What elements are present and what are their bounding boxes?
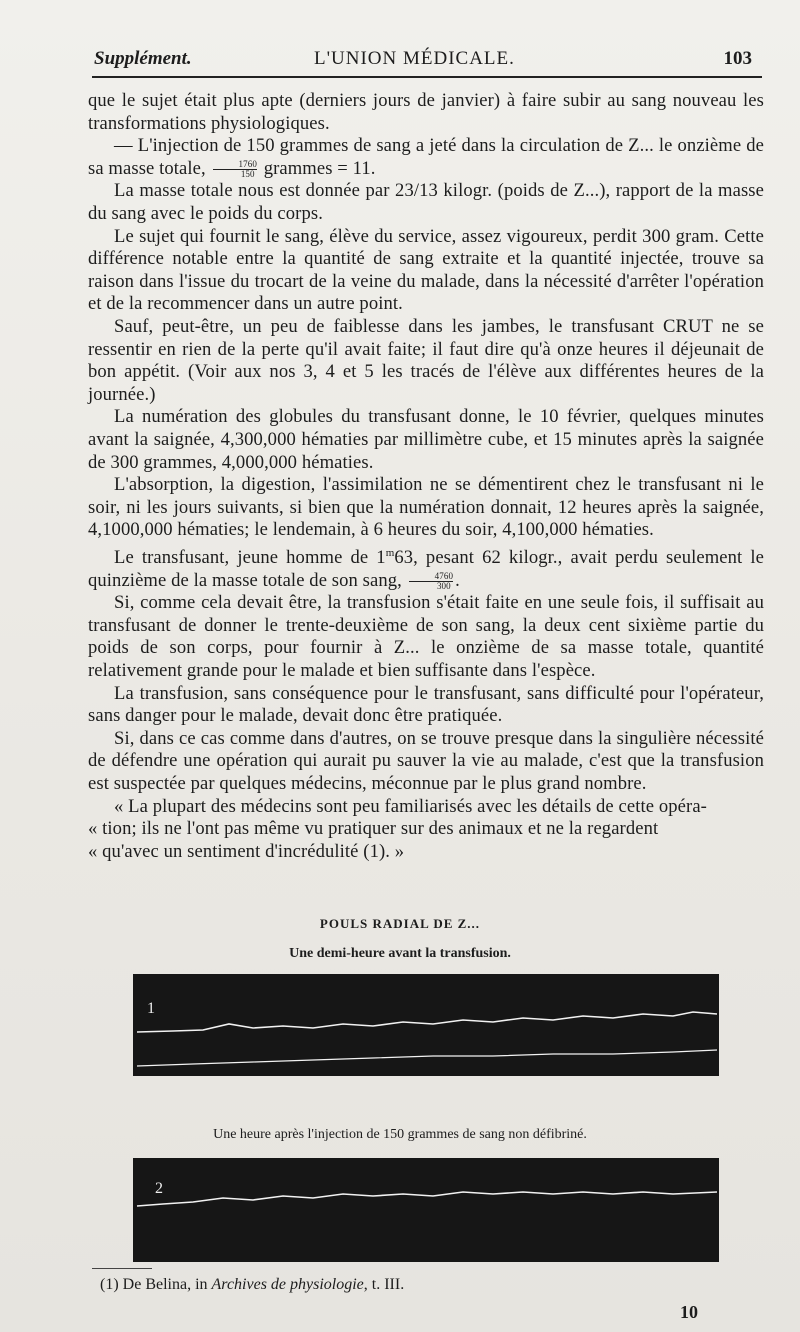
numero-abbrev: nos bbox=[269, 361, 296, 383]
paragraph-8: Le transfusant, jeune homme de 1$^m$63, pesant 62 kilogr., avait perdu seulement le quinzième de la masse totale de son sang, $\frac{4760}{300}$ . bbox=[88, 546, 764, 591]
paragraph-3: La masse totale nous est donnée par 23/13 kilogr. (poids de Z...), rapport de la masse du sang avec le poids du corps. bbox=[88, 180, 764, 224]
paragraph-11: Si, dans ce cas comme dans d'autres, on se trouve presque dans la singulière nécessité de défendre une opération qui aurait pu sauver la vie au malade, c'est que la transfusion est suspectée par quelques médecins, méconnue par le plus grand nombre. bbox=[88, 727, 764, 794]
paragraph-7: L'absorption, la digestion, l'assimilation ne se démentirent chez le transfusant ni le soir, ni les jours suivants, si bien que la numération donnait, 12 heures après la saignée, 4,1000,000 hématies; le lendemain, à 6 heures du soir, 4,100,000 hématies. bbox=[88, 474, 764, 541]
meter-superscript: m bbox=[385, 546, 395, 559]
pulse-line-1 bbox=[137, 1012, 717, 1032]
footnote-rule bbox=[92, 1268, 152, 1269]
paragraph-10: La transfusion, sans conséquence pour le transfusant, sans difficulté pour l'opérateur, sans danger pour le malade, devait donc être pratiquée. bbox=[88, 682, 764, 727]
quote-line-3: « qu'avec un sentiment d'incrédulité (1). » bbox=[88, 840, 405, 862]
signature-mark: 10 bbox=[680, 1302, 698, 1322]
paragraph-4: Le sujet qui fournit le sang, élève du service, assez vigoureux, perdit 300 gram. Cette différence notable entre la quantité de sang extraite et la quantité injectée, trouve sa raison dans l'issue du trocart de la veine du malade, dans la nécessité d'arrêter l'opération et de la recommencer dans un autre point. bbox=[88, 225, 764, 315]
running-header bbox=[88, 46, 752, 74]
header-rule bbox=[92, 76, 762, 78]
footnote-journal: Archives de physiologie bbox=[211, 1276, 364, 1293]
quote-line-1: « La plupart des médecins sont peu familiarisés avec les détails de cette opéra- bbox=[114, 795, 707, 817]
fraction-4760-300: $\frac{4760}{300}$ bbox=[409, 572, 453, 591]
footnote: (1) De Belina, in Archives de physiologie, t. III. bbox=[100, 1276, 405, 1293]
pulse-trace-1-svg bbox=[133, 974, 719, 1076]
paragraph-2-text: — L'injection de 150 grammes de sang a jeté dans la circulation de Z... le onzième de sa masse totale, bbox=[88, 135, 764, 179]
figure-caption-2: Une heure après l'injection de 150 grammes de sang non défibriné. bbox=[213, 1127, 587, 1142]
paragraph-5: Sauf, peut-être, un peu de faiblesse dans les jambes, le transfusant CRUT ne se ressentir en rien de la perte qu'il avait faite; il faut dire qu'à onze heures il déjeunait de bon appétit. (Voir aux nos 3, 4 et 5 les tracés de l'élève aux différentes heures de la journée.) bbox=[88, 315, 764, 405]
figure-title: POULS RADIAL DE Z... bbox=[319, 916, 481, 931]
figure-caption-1: Une demi-heure avant la transfusion. bbox=[289, 946, 511, 961]
pulse-trace-1 bbox=[133, 974, 719, 1076]
fraction-1760-150: $\frac{1760}{150}$ bbox=[213, 160, 257, 179]
pulse-trace-2-svg bbox=[133, 1158, 719, 1262]
page-number: 103 bbox=[723, 48, 752, 69]
article-body bbox=[88, 90, 764, 863]
header-section: Supplément. bbox=[94, 48, 192, 69]
paragraph-2 bbox=[88, 135, 764, 180]
quote-line-2: « tion; ils ne l'ont pas même vu pratiquer sur des animaux et ne la regardent bbox=[88, 818, 659, 840]
journal-title: L'UNION MÉDICALE. bbox=[314, 48, 515, 69]
pulse-line-2 bbox=[137, 1192, 717, 1206]
paragraph-6: La numération des globules du transfusant donne, le 10 février, quelques minutes avant la saignée, 4,300,000 hématies par millimètre cube, et 15 minutes après la saignée de 300 grammes, 4,000,000 hématies. bbox=[88, 406, 764, 473]
paragraph-1: que le sujet était plus apte (derniers jours de janvier) à faire subir au sang nouveau les transformations physiologiques. bbox=[88, 90, 764, 134]
pulse-trace-2 bbox=[133, 1158, 719, 1262]
trace-1-label: 1 bbox=[147, 1000, 155, 1017]
paragraph-2-end: grammes = 11. bbox=[263, 157, 376, 179]
trace-2-label: 2 bbox=[155, 1180, 163, 1197]
pulse-line-1b bbox=[137, 1050, 717, 1066]
paragraph-9: Si, comme cela devait être, la transfusion s'était faite en une seule fois, il suffisait au transfusant de donner le trente-deuxième de son sang, la deux cent sixième partie du poids de son corps, pour fournir à Z... le onzième de sa masse totale, quantité relativement grande pour le malade et bien suffisante dans l'espèce. bbox=[88, 592, 764, 682]
